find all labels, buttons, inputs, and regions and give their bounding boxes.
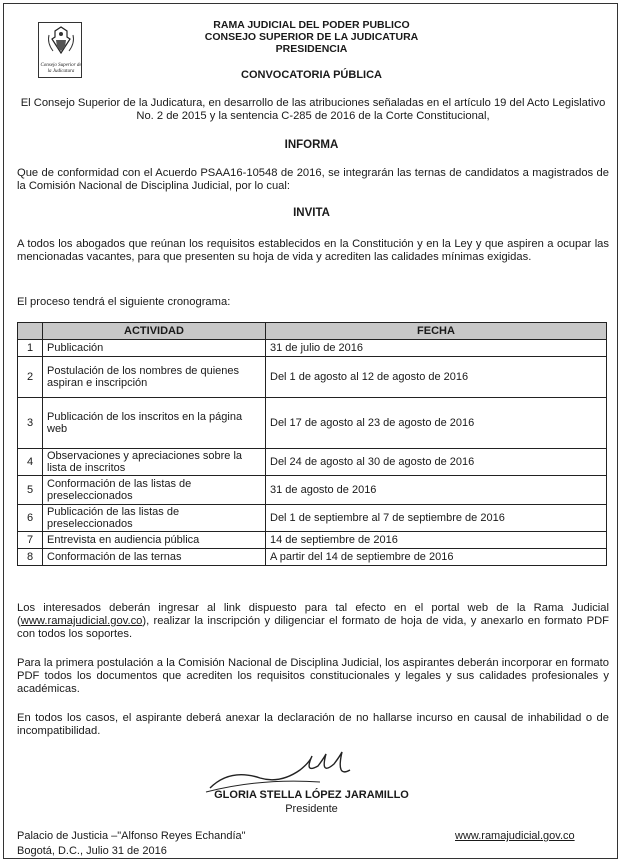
footer-website-link[interactable]: www.ramajudicial.gov.co — [455, 830, 575, 842]
table-row — [18, 398, 607, 449]
footer-address: Palacio de Justicia –"Alfonso Reyes Echandía" — [17, 830, 246, 842]
invita-heading: INVITA — [293, 207, 330, 219]
row-activity: Entrevista en audiencia pública — [43, 532, 266, 549]
row-date: Del 1 de agosto al 12 de agosto de 2016 — [266, 357, 607, 398]
informa-heading: INFORMA — [284, 139, 339, 151]
pdf-paragraph: Para la primera postulación a la Comisión Nacional de Disciplina Judicial, los aspirantes deberán incorporar en formato PDF todos los documentos que acrediten los requisitos constitucionales y legales y sus calidades profesionales y académicas. — [17, 657, 609, 695]
signatory-role: Presidente — [285, 803, 338, 815]
row-number: 1 — [18, 340, 43, 357]
row-date: Del 17 de agosto al 23 de agosto de 2016 — [266, 398, 607, 449]
row-date: A partir del 14 de septiembre de 2016 — [266, 549, 607, 566]
row-date: 14 de septiembre de 2016 — [266, 532, 607, 549]
row-date: Del 24 de agosto al 30 de agosto de 2016 — [266, 449, 607, 476]
portal-text-start: Los interesados deberán ingresar al link dispuesto para tal efecto en el portal web de la Rama Judicial ( — [17, 602, 609, 627]
table-row — [18, 505, 607, 532]
row-date: 31 de agosto de 2016 — [266, 476, 607, 505]
row-activity: Postulación de los nombres de quienes aspiran e inscripción — [43, 357, 266, 398]
header-line-2: CONSEJO SUPERIOR DE LA JUDICATURA — [204, 31, 419, 43]
footer-city-date: Bogotá, D.C., Julio 31 de 2016 — [17, 845, 167, 857]
table-row — [18, 549, 607, 566]
row-activity: Conformación de las listas de preseleccionados — [43, 476, 266, 505]
header-date: FECHA — [266, 323, 607, 340]
table-header-row — [18, 323, 607, 340]
informa-paragraph: Que de conformidad con el Acuerdo PSAA16-10548 de 2016, se integrarán las ternas de candidatos a magistrados de la Comisión Nacional de Disciplina Judicial, por lo cual: — [17, 167, 609, 192]
row-activity: Publicación de los inscritos en la página web — [43, 398, 266, 449]
row-date: 31 de julio de 2016 — [266, 340, 607, 357]
table-row — [18, 449, 607, 476]
row-number: 6 — [18, 505, 43, 532]
row-number: 5 — [18, 476, 43, 505]
table-row — [18, 340, 607, 357]
header-line-1: RAMA JUDICIAL DEL PODER PUBLICO — [213, 19, 410, 31]
table-row — [18, 476, 607, 505]
portal-paragraph — [17, 602, 609, 641]
invita-paragraph: A todos los abogados que reúnan los requisitos establecidos en la Constitución y en la Ley y que aspiren a ocupar las mencionadas vacantes, para que presenten su hoja de vida y acrediten las calidades mínimas exigidas. — [17, 238, 609, 263]
cases-paragraph: En todos los casos, el aspirante deberá anexar la declaración de no hallarse incurso en causal de inhabilidad o de incompatibilidad. — [17, 712, 609, 737]
row-date: Del 1 de septiembre al 7 de septiembre de 2016 — [266, 505, 607, 532]
logo-caption: Consejo Superior de la Judicatura — [40, 63, 82, 74]
signatory-name: GLORIA STELLA LÓPEZ JARAMILLO — [214, 789, 409, 801]
header-line-3: PRESIDENCIA — [275, 43, 348, 55]
portal-text-end: ), realizar la inscripción y diligenciar el formato de hoja de vida, y anexarlo en formato PDF con todos los soportes. — [17, 615, 609, 640]
row-number: 2 — [18, 357, 43, 398]
header-number — [18, 323, 43, 340]
table-row — [18, 357, 607, 398]
cronograma-intro: El proceso tendrá el siguiente cronograma: — [17, 296, 231, 308]
row-number: 8 — [18, 549, 43, 566]
row-activity: Publicación de las listas de preseleccionados — [43, 505, 266, 532]
row-activity: Observaciones y apreciaciones sobre la lista de inscritos — [43, 449, 266, 476]
intro-paragraph: El Consejo Superior de la Judicatura, en desarrollo de las atribuciones señaladas en el artículo 19 del Acto Legislativo No. 2 de 2015 y la sentencia C-285 de 2016 de la Corte Constitucional, — [20, 97, 606, 122]
row-activity: Publicación — [43, 340, 266, 357]
table-row — [18, 532, 607, 549]
row-number: 7 — [18, 532, 43, 549]
rama-judicial-link[interactable]: www.ramajudicial.gov.co — [20, 615, 143, 627]
row-number: 4 — [18, 449, 43, 476]
document-title: CONVOCATORIA PÚBLICA — [241, 69, 382, 81]
header-activity: ACTIVIDAD — [43, 323, 266, 340]
schedule-table — [17, 322, 607, 566]
row-activity: Conformación de las ternas — [43, 549, 266, 566]
row-number: 3 — [18, 398, 43, 449]
